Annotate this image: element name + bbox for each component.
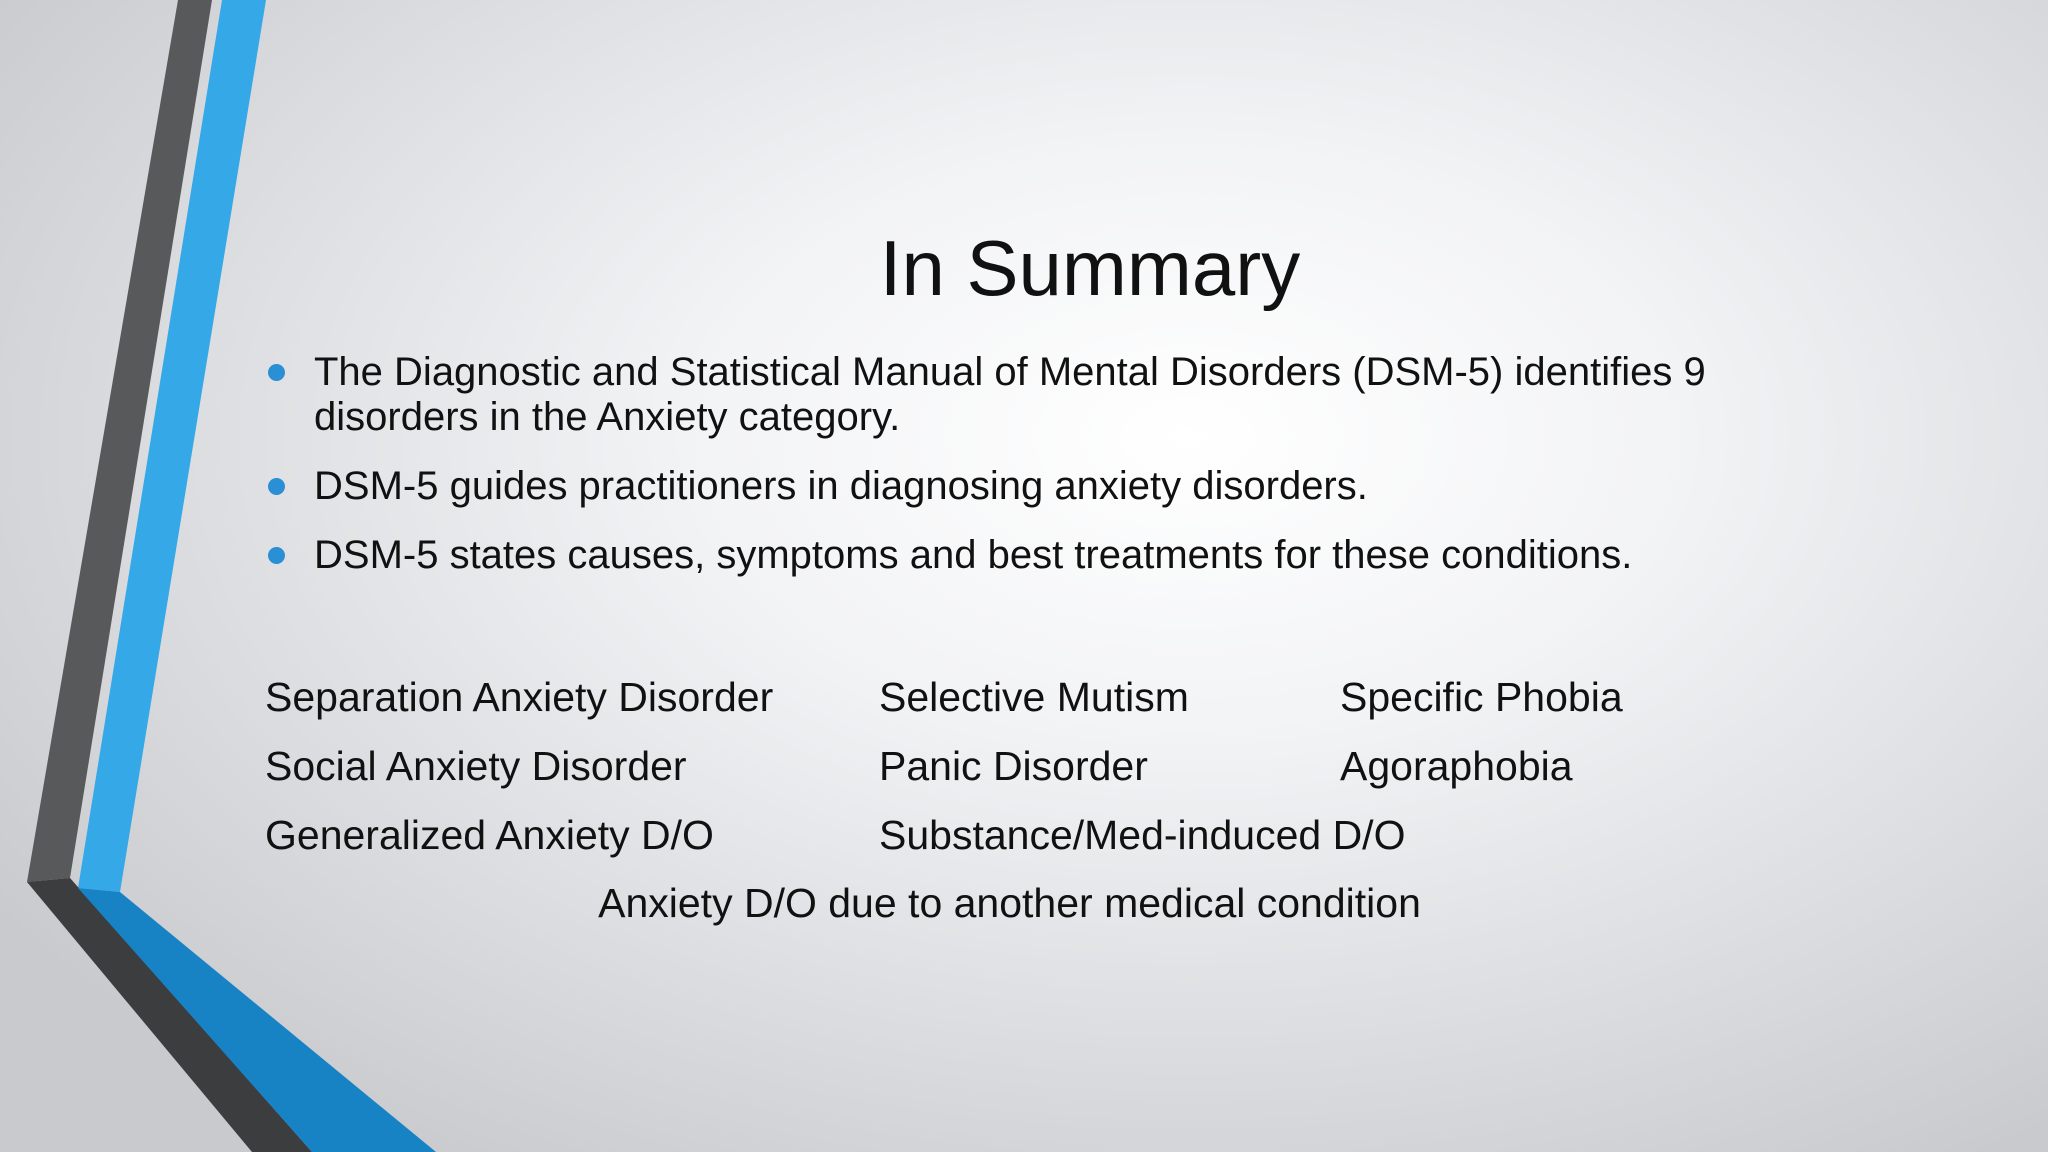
bullet-item xyxy=(262,533,1822,578)
disorder-row xyxy=(265,810,1765,879)
disorder-name: Specific Phobia xyxy=(1340,674,1623,720)
bullet-text: DSM-5 states causes, symptoms and best treatments for these conditions. xyxy=(314,533,1633,577)
bullet-dot-icon xyxy=(268,364,285,381)
bullet-dot-icon xyxy=(268,547,285,564)
bullet-text: The Diagnostic and Statistical Manual of Mental Disorders (DSM-5) identifies 9 disorders in the Anxiety category. xyxy=(314,350,1706,439)
disorder-name: Agoraphobia xyxy=(1340,743,1573,789)
disorder-row xyxy=(265,741,1765,810)
bullet-list xyxy=(262,350,1822,602)
disorder-name: Generalized Anxiety D/O xyxy=(265,812,714,858)
bullet-text: DSM-5 guides practitioners in diagnosing anxiety disorders. xyxy=(314,464,1368,508)
disorder-name: Separation Anxiety Disorder xyxy=(265,674,774,720)
bullet-item xyxy=(262,350,1822,440)
slide-title: In Summary xyxy=(879,224,1301,312)
disorder-row xyxy=(265,672,1765,741)
bullet-item xyxy=(262,464,1822,509)
bullet-dot-icon xyxy=(268,478,285,495)
disorder-name: Selective Mutism xyxy=(879,674,1189,720)
disorder-name: Social Anxiety Disorder xyxy=(265,743,687,789)
disorder-name-centered: Anxiety D/O due to another medical condition xyxy=(598,880,1421,926)
disorder-name: Panic Disorder xyxy=(879,743,1148,789)
disorder-name: Substance/Med-induced D/O xyxy=(879,812,1406,858)
disorder-grid xyxy=(265,672,1765,879)
